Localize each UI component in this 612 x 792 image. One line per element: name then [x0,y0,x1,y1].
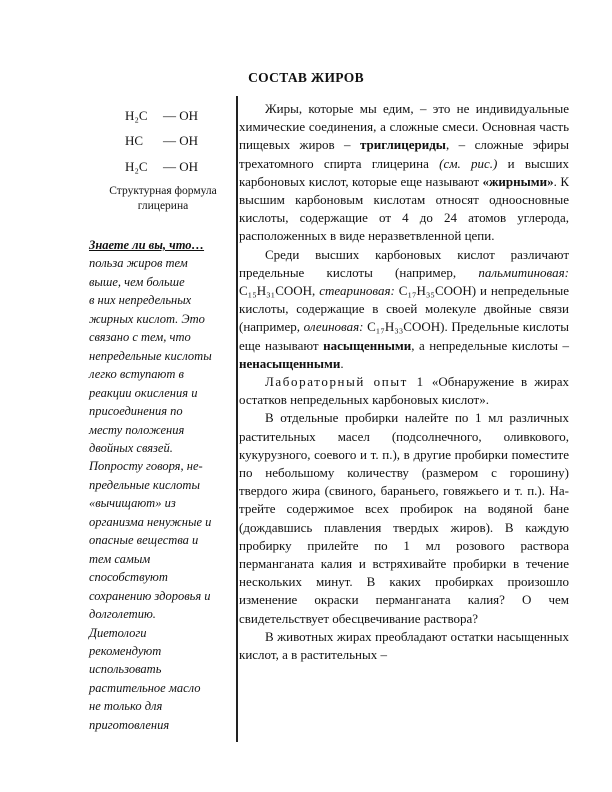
sidebar-line: тем самым [89,551,151,566]
sidebar-line: польза жиров тем [89,256,188,271]
sidebar-line: связано с тем, что [89,330,191,345]
acid-formula: C₁₅H₃₁COOH, [239,283,316,299]
paragraph-continuation: В животных жирах преобладают остатки насыщенных кислот, а в растительных – [239,628,569,663]
sidebar-line: сохранению здоровья и [89,588,211,603]
figure-reference: (см. рис.) [439,155,498,171]
sidebar-line: двойных связей. [89,440,173,455]
sidebar-line: способствуют [89,570,168,585]
sidebar-line: выше, чем больше [89,274,185,289]
formula-caption [102,184,224,214]
paragraph-acids [239,246,569,373]
formula-left: HC [125,133,144,148]
lab-title: «Обнаружение в жирах остатков непредельных карбоновых кислот». [239,374,569,408]
sidebar-line: жирных кислот. Это [89,311,205,326]
formula-left: H₂C [125,159,148,174]
did-you-know-box [89,236,229,734]
sidebar-line: опасные вещества и [89,533,199,548]
sidebar-line: долголетию. [89,607,156,622]
sidebar-line: не только для [89,699,163,714]
text: ). Предельные кислоты еще называют [239,319,570,353]
formula-row-2 [125,133,235,149]
term-triglycerides: триглицериды [359,137,446,153]
sidebar-line: Попросту говоря, не- [89,459,203,474]
text: Среди высших карбоновых кислот различают предельные кислоты (например, [239,246,569,280]
formula-left: H₂C [125,108,148,123]
sidebar-line: легко вступают в [89,367,184,382]
paragraph-lab-procedure: В отдельные пробирки налейте по 1 мл различных растительных масел (подсолнечного, оливкового, кукурузного, соевого и т. п.), в другие пробирки поместите по небольшому количеству (размером с горошину) твердого жира (свиного, бараньего, говяжьего и т. п.). На-трейте содержимое всех пробирок на водяной бане (дождавшись плавления твердых жиров). В каждую пробирку прилейте по 1 мл розового раствора перманганата калия и встряхивайте пробирки в течение нескольких минут. В каких пробирках произошло изменение окраски перманганата калия? О чем свидетельствует обесцвечивание раствора? [239,410,569,626]
text: . К высшим карбоновым кислотам относят одноосновные кислоты, содержащие от 4 до 24 атомов углерода, расположенных в виде неразветвленной цепи. [239,173,570,244]
text: , – сложные эфиры трехатомного спирта глицерина [239,137,569,171]
sidebar-line: организма ненужные и [89,514,212,529]
sidebar-line: в них непредельных [89,293,192,308]
text: Жиры, которые мы едим, – это не индивидуальные химические соединения, а сложные смеси. Основная часть пищевых жиров – [239,101,569,153]
sidebar-line: предельные кислоты [89,477,200,492]
page-title: СОСТАВ ЖИРОВ [248,70,364,85]
text: ) и непредельные кислоты, содержащие в своей молекуле двойные связи (например, [239,283,569,335]
term-saturated: насыщенными [323,337,412,353]
acid-name: олеиновая: [303,319,364,335]
term-fatty: «жирными» [482,173,554,189]
term-unsaturated: ненасыщенными [239,355,341,371]
caption-line: Структурная формула [109,185,217,197]
sidebar-line: Диетологи [89,625,147,640]
acid-formula: C₁₇H₃₅COOH [394,283,472,299]
formula-row-1 [125,108,235,124]
sidebar-line: растительное масло [89,680,201,695]
paragraph-fats-composition [239,100,569,246]
sidebar-line: использовать [89,662,162,677]
main-text [239,100,569,664]
paragraph-lab-title [239,373,569,409]
sidebar-line: реакции окисления и [89,385,198,400]
acid-name: пальмитиновая: [478,264,569,280]
text: и высших карбоновых кислот, которые еще называют [239,155,569,189]
caption-line: глицерина [137,200,189,212]
acid-formula: C₁₇H₃₃COOH [363,319,441,335]
acid-name: стеариновая: [315,283,395,299]
did-you-know-lead: Знаете ли вы, что… [89,238,205,252]
sidebar-line: приготовления [89,717,170,732]
sidebar-line: «вычищают» из [89,496,176,511]
formula-right: — OH [163,159,199,174]
formula-right: — OH [163,108,199,123]
sidebar-line: рекомендуют [89,643,162,658]
text: , а непредельные кислоты – [411,337,569,353]
sidebar-line: месту положения [89,422,185,437]
sidebar-line: присоединения по [89,404,183,419]
lab-label: Лабораторный опыт 1 [265,374,425,390]
text: . [340,355,344,371]
formula-right: — OH [163,133,199,148]
column-divider [236,96,238,742]
sidebar-line: непредельные кислоты [89,348,212,363]
formula-row-3 [125,159,235,175]
